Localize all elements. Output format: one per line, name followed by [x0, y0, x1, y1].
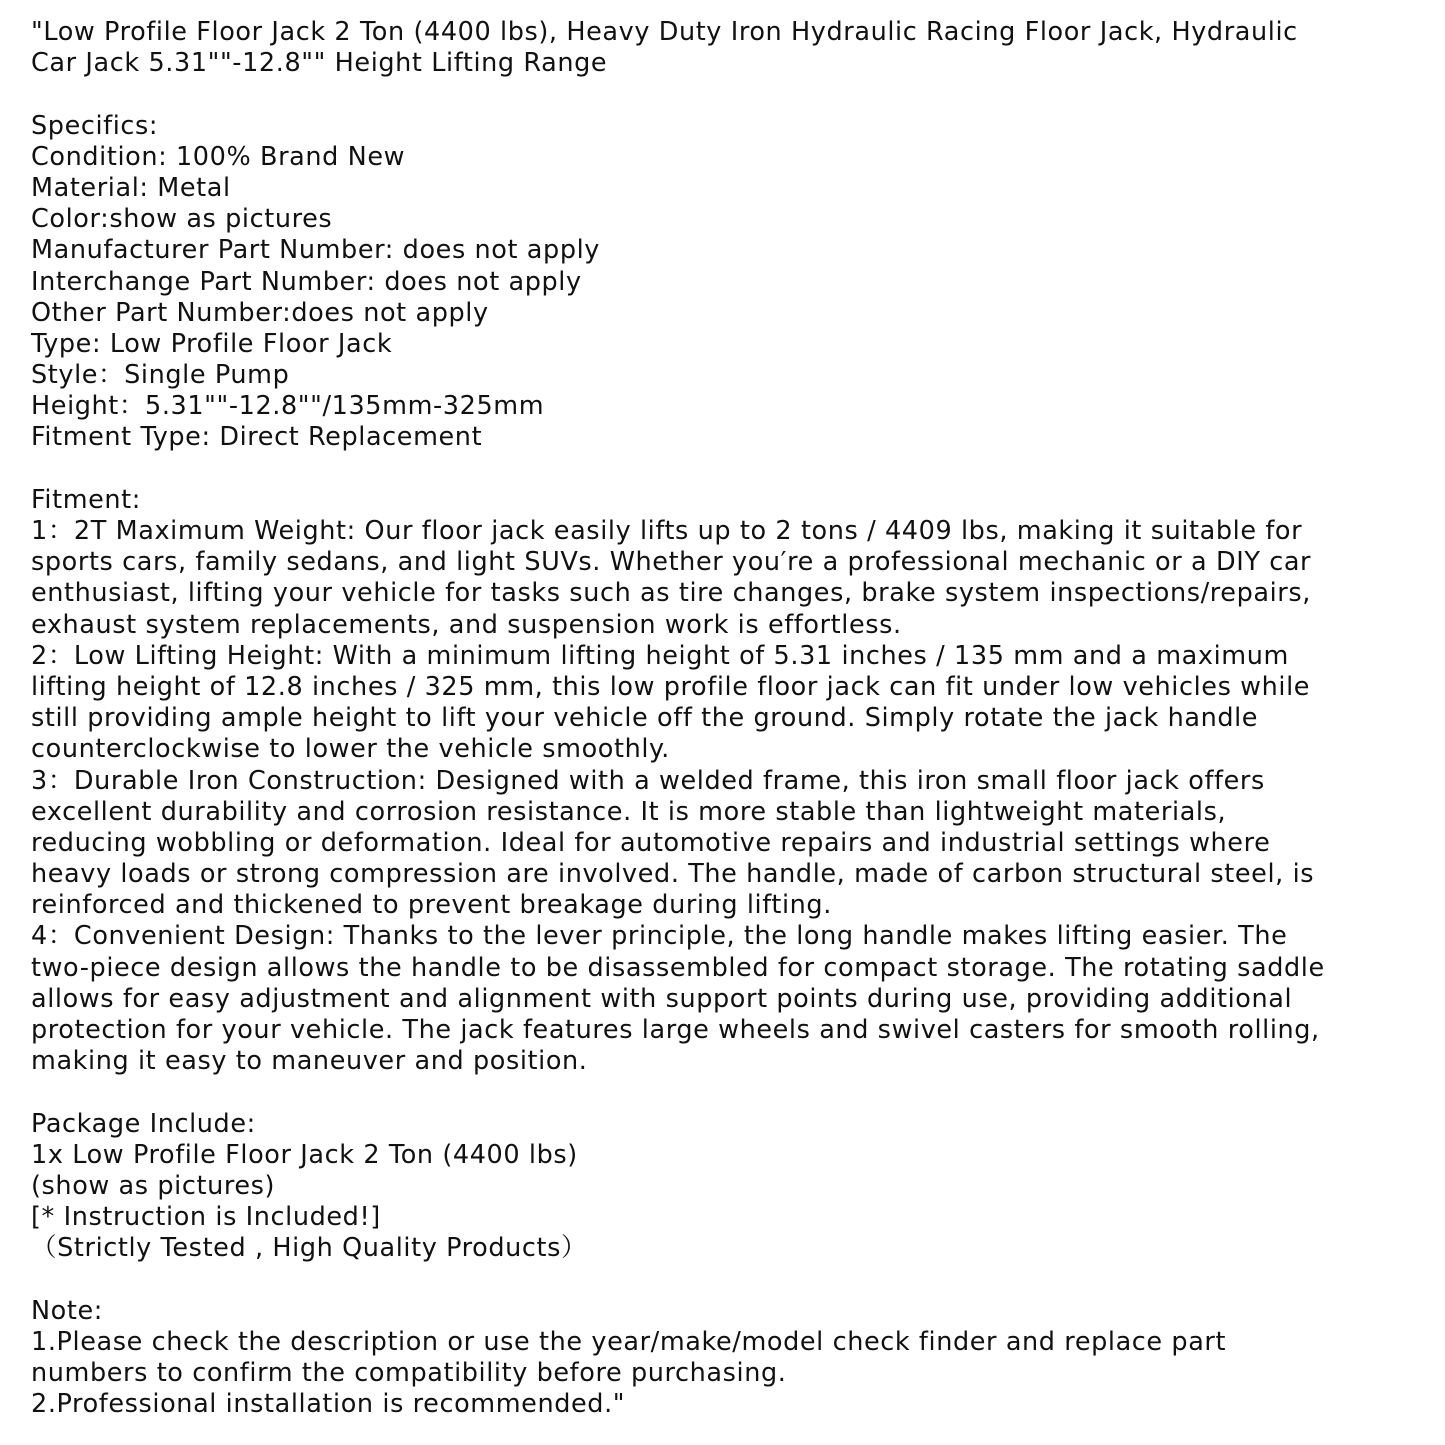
- spec-item: Style：Single Pump: [31, 360, 290, 391]
- note-line: 2.Professional installation is recommended.": [31, 1389, 626, 1420]
- spec-item: Color:show as pictures: [31, 204, 333, 235]
- fitment-line: two-piece design allows the handle to be disassembled for compact storage. The rotating saddle: [31, 952, 1325, 983]
- fitment-item: [31, 921, 1426, 1077]
- fitment-line: heavy loads or strong compression are involved. The handle, made of carbon structural steel, is: [31, 859, 1315, 890]
- package-item: (show as pictures): [31, 1170, 276, 1201]
- fitment-heading: Fitment:: [31, 484, 141, 515]
- fitment-line: enthusiast, lifting your vehicle for tasks such as tire changes, brake system inspections/repairs,: [31, 578, 1311, 609]
- spacer: [31, 79, 1426, 110]
- fitment-section: [31, 485, 1426, 1078]
- spec-item: Fitment Type: Direct Replacement: [31, 422, 483, 453]
- fitment-item: [31, 641, 1426, 766]
- package-section: [31, 1109, 1426, 1265]
- product-description: [31, 17, 1426, 1420]
- package-heading: Package Include:: [31, 1108, 256, 1139]
- fitment-item: [31, 516, 1426, 641]
- fitment-line: excellent durability and corrosion resistance. It is more stable than lightweight materials,: [31, 796, 1227, 827]
- spacer: [31, 454, 1426, 485]
- fitment-line: counterclockwise to lower the vehicle smoothly.: [31, 734, 670, 765]
- fitment-line: exhaust system replacements, and suspension work is effortless.: [31, 609, 902, 640]
- fitment-line: 4：Convenient Design: Thanks to the lever principle, the long handle makes lifting easier. The: [31, 921, 1288, 952]
- spec-item: Condition: 100% Brand New: [31, 141, 406, 172]
- package-item: （Strictly Tested , High Quality Products）: [31, 1233, 588, 1264]
- product-title: [31, 17, 1426, 79]
- fitment-line: making it easy to maneuver and position.: [31, 1046, 588, 1077]
- specifics-heading: Specifics:: [31, 110, 159, 141]
- fitment-item: [31, 766, 1426, 922]
- fitment-line: 3：Durable Iron Construction: Designed with a welded frame, this iron small floor jack offers: [31, 765, 1265, 796]
- spacer: [31, 1265, 1426, 1296]
- fitment-line: allows for easy adjustment and alignment with support points during use, providing additional: [31, 983, 1293, 1014]
- fitment-line: reducing wobbling or deformation. Ideal for automotive repairs and industrial settings where: [31, 827, 1271, 858]
- spec-item: Material: Metal: [31, 172, 231, 203]
- spec-item: Interchange Part Number: does not apply: [31, 266, 582, 297]
- spacer: [31, 1077, 1426, 1108]
- note-heading: Note:: [31, 1295, 103, 1326]
- note-line: numbers to confirm the compatibility before purchasing.: [31, 1358, 787, 1389]
- fitment-line: 2：Low Lifting Height: With a minimum lifting height of 5.31 inches / 135 mm and a maximum: [31, 640, 1289, 671]
- fitment-line: sports cars, family sedans, and light SUVs. Whether you′re a professional mechanic or a DIY car: [31, 547, 1312, 578]
- spec-item: Type: Low Profile Floor Jack: [31, 328, 393, 359]
- spec-item: Height：5.31""-12.8""/135mm-325mm: [31, 391, 545, 422]
- specifics-section: [31, 111, 1426, 454]
- note-line: 1.Please check the description or use the year/make/model check finder and replace part: [31, 1326, 1227, 1357]
- spec-item: Other Part Number:does not apply: [31, 297, 489, 328]
- note-section: [31, 1296, 1426, 1421]
- title-line: Car Jack 5.31""-12.8"" Height Lifting Range: [31, 48, 608, 79]
- package-item: 1x Low Profile Floor Jack 2 Ton (4400 lbs): [31, 1139, 578, 1170]
- fitment-line: 1：2T Maximum Weight: Our floor jack easily lifts up to 2 tons / 4409 lbs, making it suitable for: [31, 516, 1303, 546]
- package-item: [* Instruction is Included!]: [31, 1202, 381, 1233]
- fitment-line: protection for your vehicle. The jack features large wheels and swivel casters for smooth rolling,: [31, 1015, 1320, 1045]
- spec-item: Manufacturer Part Number: does not apply: [31, 235, 600, 266]
- fitment-line: lifting height of 12.8 inches / 325 mm, this low profile floor jack can fit under low vehicles while: [31, 671, 1311, 702]
- fitment-line: reinforced and thickened to prevent breakage during lifting.: [31, 890, 832, 921]
- fitment-line: still providing ample height to lift your vehicle off the ground. Simply rotate the jack handle: [31, 703, 1259, 734]
- title-line: "Low Profile Floor Jack 2 Ton (4400 lbs), Heavy Duty Iron Hydraulic Racing Floor Jack, Hydraulic: [31, 17, 1298, 47]
